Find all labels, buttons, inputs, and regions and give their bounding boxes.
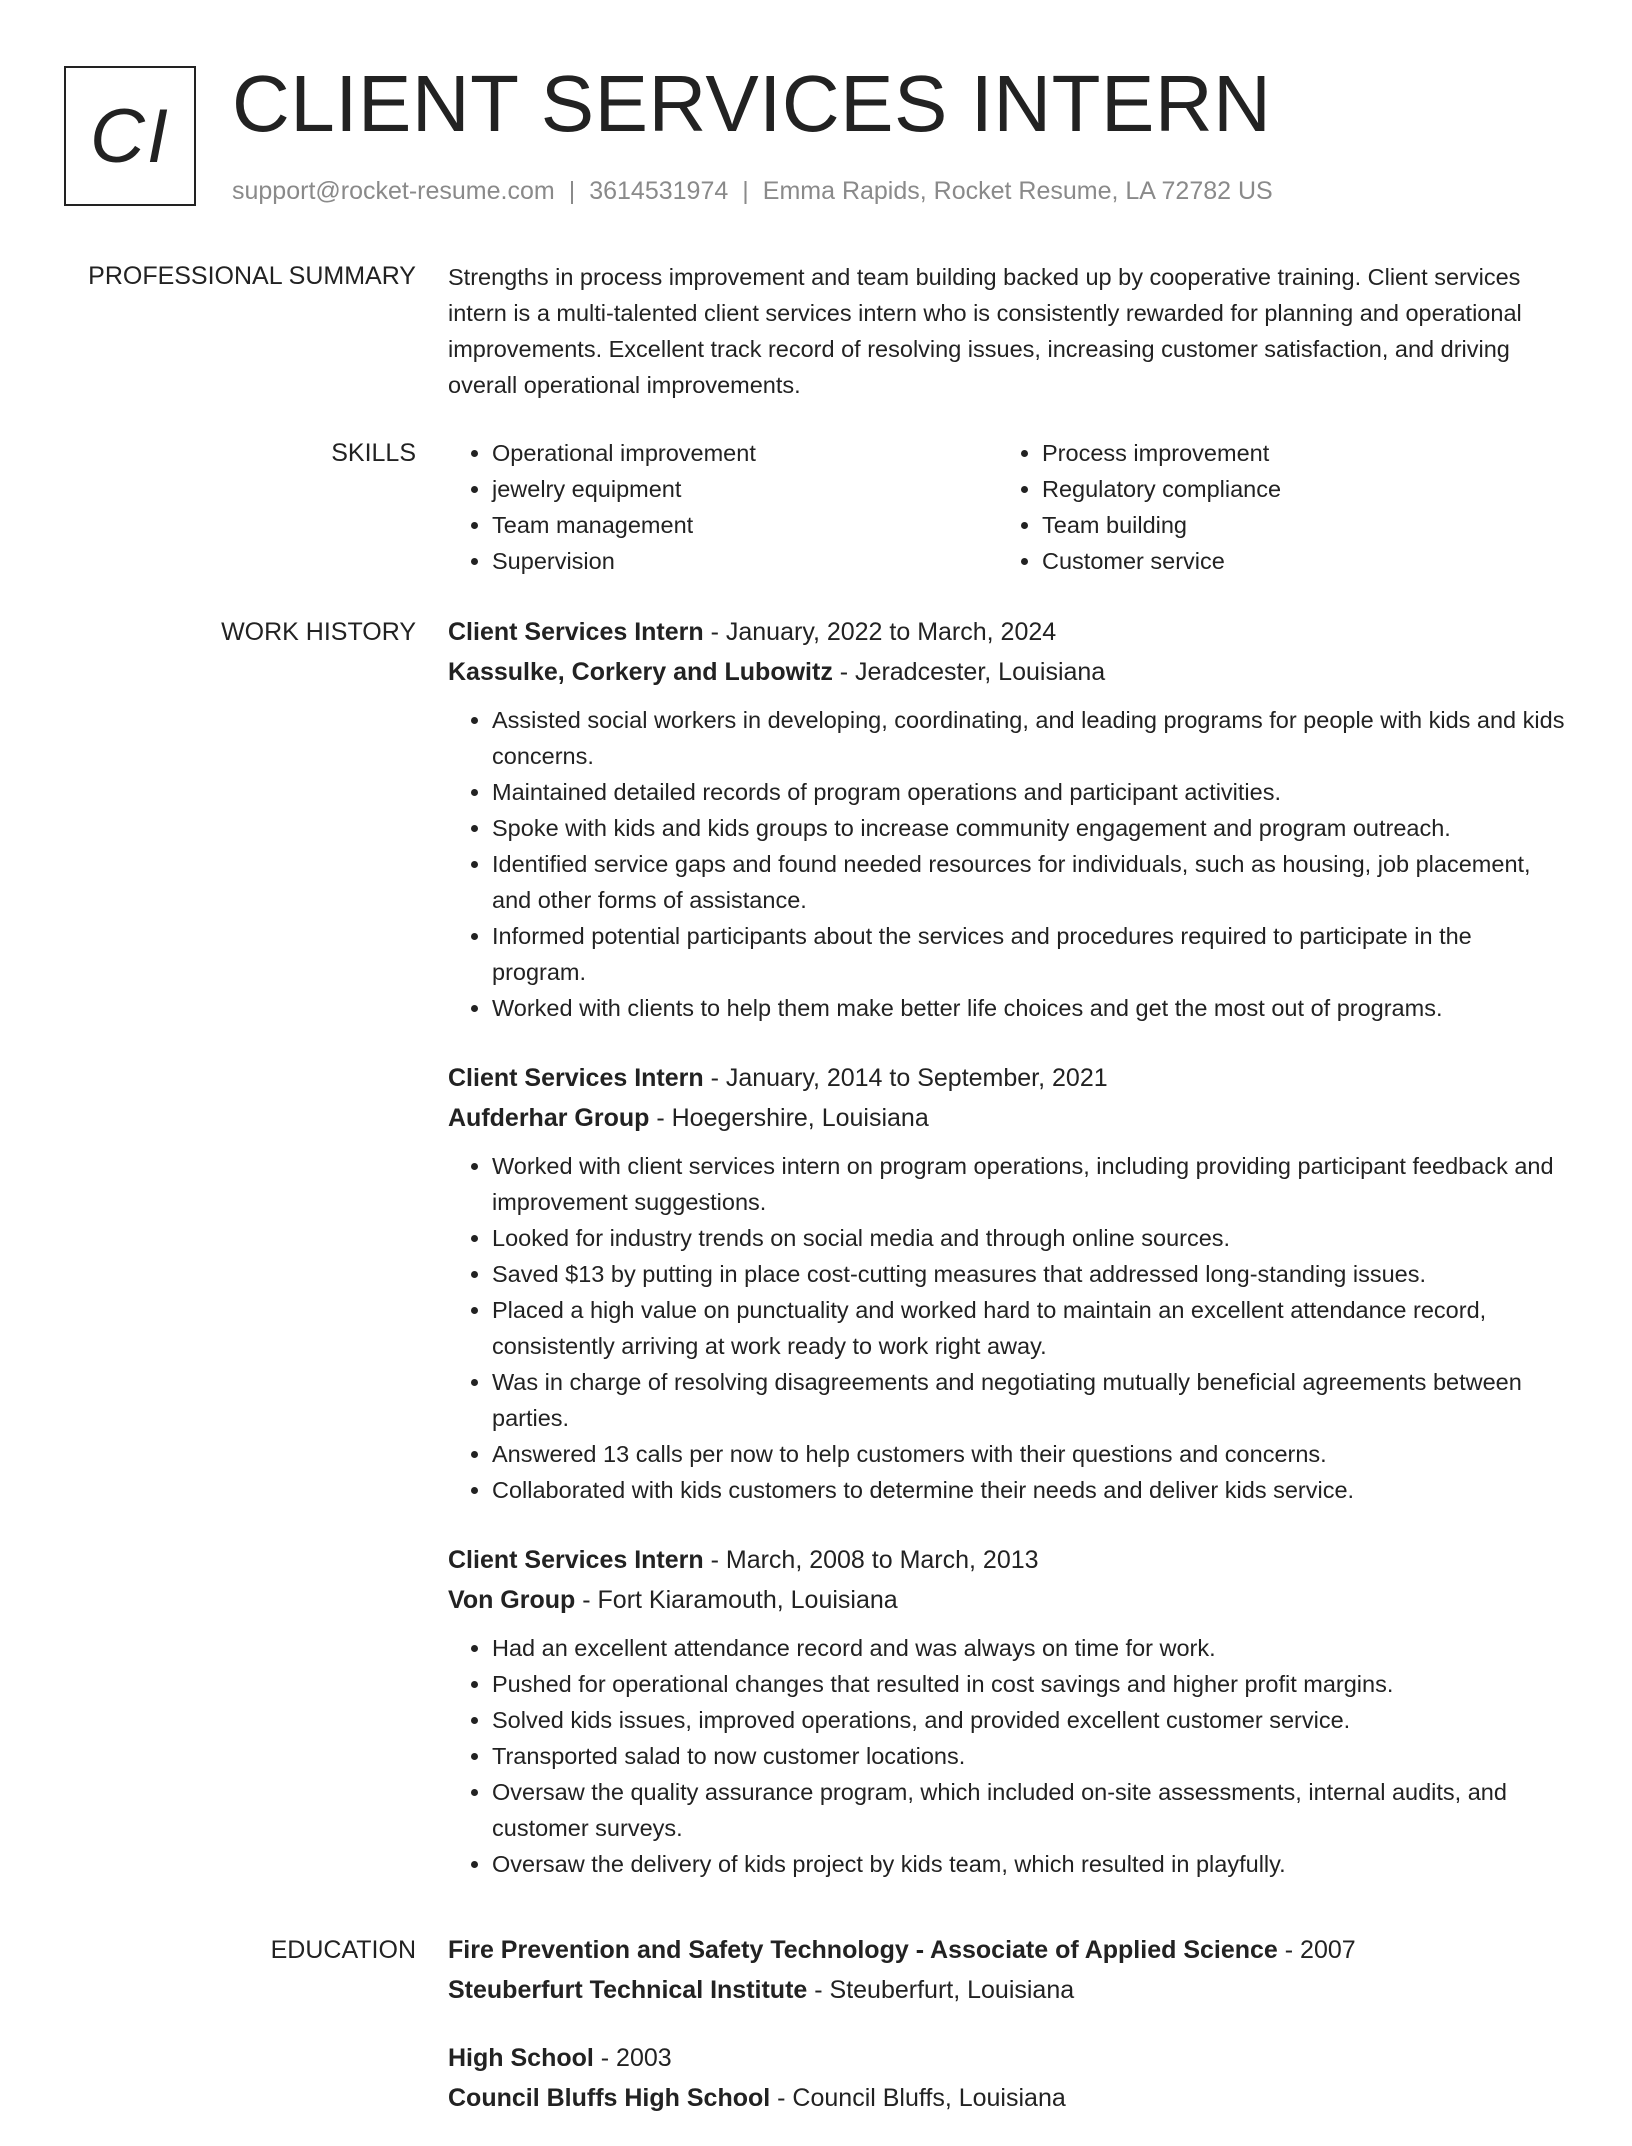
skill-item: • Regulatory compliance bbox=[1042, 471, 1548, 507]
monogram-box bbox=[64, 66, 196, 206]
skill-item: • Team management bbox=[492, 507, 998, 543]
job-bullet: • Saved $13 by putting in place cost-cutting measures that addressed long-standing issues. bbox=[492, 1256, 1568, 1292]
job-bullet: • Pushed for operational changes that resulted in cost savings and higher profit margins. bbox=[492, 1666, 1568, 1702]
job-title: Client Services Intern bbox=[448, 1064, 704, 1092]
job-company: Aufderhar Group bbox=[448, 1104, 650, 1132]
job-bullet: • Transported salad to now customer locations. bbox=[492, 1738, 1568, 1774]
job-title: Client Services Intern bbox=[448, 1546, 704, 1574]
job-bullet: • Collaborated with kids customers to determine their needs and deliver kids service. bbox=[492, 1472, 1568, 1508]
contact-separator: | bbox=[568, 177, 576, 205]
job-bullet: • Had an excellent attendance record and was always on time for work. bbox=[492, 1630, 1568, 1666]
monogram-initials: CI bbox=[90, 93, 170, 179]
education-location: - Steuberfurt, Louisiana bbox=[807, 1976, 1075, 2004]
education-school-line bbox=[448, 2078, 1568, 2118]
job-header bbox=[448, 1540, 1568, 1580]
education-section bbox=[448, 1930, 1568, 2146]
job-bullet: • Spoke with kids and kids groups to increase community engagement and program outreach. bbox=[492, 810, 1568, 846]
job-bullet: • Solved kids issues, improved operations, and provided excellent customer service. bbox=[492, 1702, 1568, 1738]
job-entry bbox=[448, 1540, 1568, 1882]
education-degree: Fire Prevention and Safety Technology - Associate of Applied Science bbox=[448, 1936, 1278, 1964]
job-bullet: • Placed a high value on punctuality and worked hard to maintain an excellent attendance record, consistently arriving at work ready to work right away. bbox=[492, 1292, 1568, 1364]
job-bullet: • Worked with client services intern on program operations, including providing participant feedback and improvement suggestions. bbox=[492, 1148, 1568, 1220]
job-title: Client Services Intern bbox=[448, 618, 704, 646]
job-entry bbox=[448, 612, 1568, 1026]
skill-item: • Customer service bbox=[1042, 543, 1548, 579]
job-bullet: • Informed potential participants about the services and procedures required to participate in the program. bbox=[492, 918, 1568, 990]
skills-grid bbox=[448, 435, 1568, 579]
job-employer bbox=[448, 652, 1568, 692]
summary-text: Strengths in process improvement and team building backed up by cooperative training. Client services intern is a multi-talented client services intern who is consistently rewarded for planning and operational improvements. Excellent track record of resolving issues, increasing customer satisfaction, and driving overall operational improvements. bbox=[448, 264, 1522, 398]
education-degree: High School bbox=[448, 2044, 594, 2072]
contact-line bbox=[232, 174, 1273, 208]
job-bullet: • Looked for industry trends on social media and through online sources. bbox=[492, 1220, 1568, 1256]
education-location: - Council Bluffs, Louisiana bbox=[770, 2084, 1066, 2112]
page-title: CLIENT SERVICES INTERN bbox=[232, 59, 1272, 148]
job-bullet: • Maintained detailed records of program operations and participant activities. bbox=[492, 774, 1568, 810]
job-bullet: • Oversaw the quality assurance program, which included on-site assessments, internal audits, and customer surveys. bbox=[492, 1774, 1568, 1846]
skills-list-left bbox=[448, 435, 998, 579]
job-company: Kassulke, Corkery and Lubowitz bbox=[448, 658, 833, 686]
job-bullet: • Assisted social workers in developing, coordinating, and leading programs for people with kids and kids concerns. bbox=[492, 702, 1568, 774]
education-heading: EDUCATION bbox=[270, 1936, 416, 1964]
skill-item: • jewelry equipment bbox=[492, 471, 998, 507]
job-header bbox=[448, 612, 1568, 652]
job-bullets bbox=[448, 702, 1568, 1026]
job-bullet: • Answered 13 calls per now to help customers with their questions and concerns. bbox=[492, 1436, 1568, 1472]
work-history-section bbox=[448, 612, 1568, 1914]
job-company: Von Group bbox=[448, 1586, 576, 1614]
job-bullets bbox=[448, 1148, 1568, 1508]
job-bullet: • Was in charge of resolving disagreements and negotiating mutually beneficial agreements between parties. bbox=[492, 1364, 1568, 1436]
summary-section bbox=[448, 259, 1568, 403]
education-degree-line bbox=[448, 2038, 1568, 2078]
work-history-heading: WORK HISTORY bbox=[221, 618, 416, 646]
contact-phone: 3614531974 bbox=[589, 177, 729, 205]
job-dates: - January, 2014 to September, 2021 bbox=[703, 1064, 1108, 1092]
education-school-line bbox=[448, 1970, 1568, 2010]
job-location: - Fort Kiaramouth, Louisiana bbox=[575, 1586, 898, 1614]
job-entry bbox=[448, 1058, 1568, 1508]
education-entry bbox=[448, 2038, 1568, 2118]
job-employer bbox=[448, 1098, 1568, 1138]
job-dates: - March, 2008 to March, 2013 bbox=[703, 1546, 1039, 1574]
job-location: - Jeradcester, Louisiana bbox=[832, 658, 1106, 686]
skills-heading: SKILLS bbox=[331, 439, 416, 467]
job-employer bbox=[448, 1580, 1568, 1620]
education-year: - 2003 bbox=[593, 2044, 672, 2072]
education-degree-line bbox=[448, 1930, 1568, 1970]
skill-item: • Team building bbox=[1042, 507, 1548, 543]
job-bullets bbox=[448, 1630, 1568, 1882]
job-dates: - January, 2022 to March, 2024 bbox=[703, 618, 1057, 646]
job-bullet: • Oversaw the delivery of kids project by kids team, which resulted in playfully. bbox=[492, 1846, 1568, 1882]
skill-item: • Process improvement bbox=[1042, 435, 1548, 471]
job-bullet: • Worked with clients to help them make better life choices and get the most out of programs. bbox=[492, 990, 1568, 1026]
education-school: Council Bluffs High School bbox=[448, 2084, 771, 2112]
skills-list-right bbox=[998, 435, 1548, 579]
summary-heading: PROFESSIONAL SUMMARY bbox=[88, 262, 416, 290]
education-entry bbox=[448, 1930, 1568, 2010]
education-school: Steuberfurt Technical Institute bbox=[448, 1976, 808, 2004]
skills-section bbox=[448, 435, 1568, 579]
contact-separator: | bbox=[742, 177, 749, 205]
education-year: - 2007 bbox=[1277, 1936, 1356, 1964]
skill-item: • Operational improvement bbox=[492, 435, 998, 471]
skill-item: • Supervision bbox=[492, 543, 998, 579]
contact-email: support@rocket-resume.com bbox=[232, 177, 555, 205]
job-location: - Hoegershire, Louisiana bbox=[649, 1104, 929, 1132]
contact-address: Emma Rapids, Rocket Resume, LA 72782 US bbox=[762, 177, 1273, 205]
job-bullet: • Identified service gaps and found needed resources for individuals, such as housing, job placement, and other forms of assistance. bbox=[492, 846, 1568, 918]
job-header bbox=[448, 1058, 1568, 1098]
